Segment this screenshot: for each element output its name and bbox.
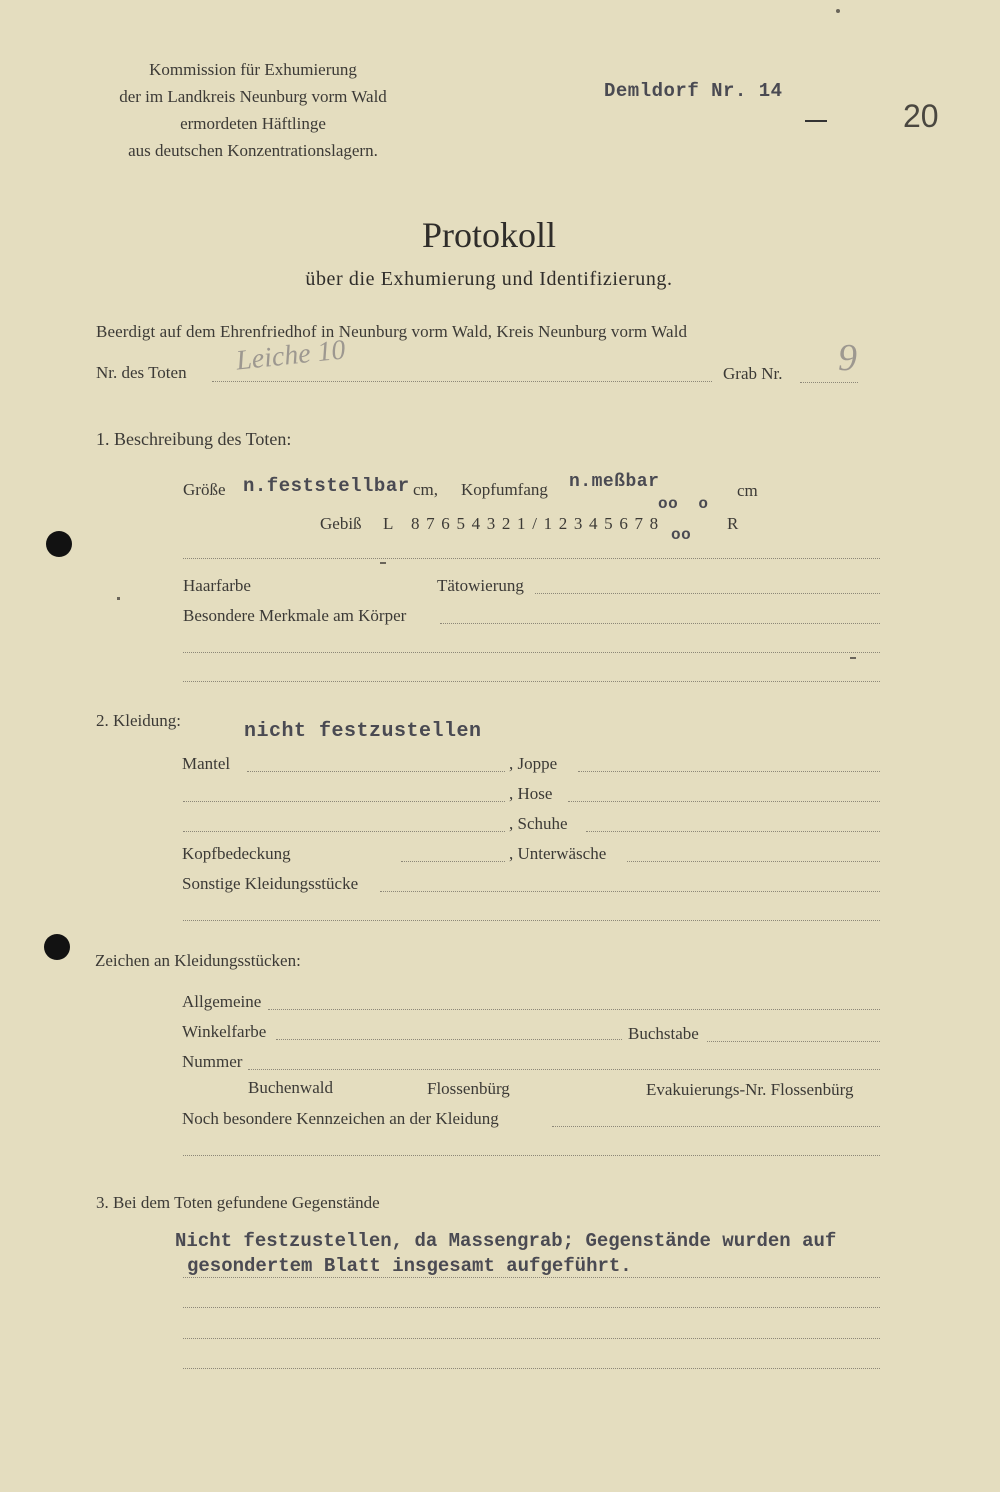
buchenwald-label: Buchenwald (248, 1078, 333, 1097)
grave-number-handwritten: 9 (838, 337, 857, 379)
commission-line: aus deutschen Konzentrationslagern. (128, 141, 378, 160)
commission-line: der im Landkreis Neunburg vorm Wald (119, 87, 387, 106)
clothing-typed: nicht festzustellen (244, 720, 482, 743)
height-value-typed: n.feststellbar (243, 475, 410, 497)
head-circumference-unit: cm (737, 481, 758, 500)
punch-hole-top (46, 531, 72, 557)
coat-label: Mantel (182, 754, 231, 773)
grave-number-label: Grab Nr. (723, 364, 783, 383)
jacket-label: , Joppe (509, 754, 558, 773)
stamp-residue (805, 120, 827, 122)
headwear-label: Kopfbedeckung (182, 844, 291, 863)
teeth-numbers: 8 7 6 5 4 3 2 1 / 1 2 3 4 5 6 7 8 (411, 514, 660, 533)
burial-place-line: Beerdigt auf dem Ehrenfriedhof in Neunburg vorm Wald, Kreis Neunburg vorm Wald (96, 322, 688, 341)
dead-number-handwritten: Leiche 10 (234, 334, 347, 377)
clothing-marks-heading: Zeichen an Kleidungsstücken: (95, 951, 301, 970)
height-unit: cm, (413, 480, 439, 499)
number-label: Nummer (182, 1052, 243, 1071)
head-circumference-typed: n.meßbar (569, 472, 660, 492)
height-label: Größe (183, 480, 226, 499)
hair-color-label: Haarfarbe (183, 576, 251, 595)
angle-color-label: Winkelfarbe (182, 1022, 267, 1041)
trousers-label: , Hose (509, 784, 553, 803)
teeth-label: Gebiß (320, 514, 362, 533)
shoes-label: , Schuhe (509, 814, 568, 833)
section-3-heading: 3. Bei dem Toten gefundene Gegenstände (96, 1193, 380, 1212)
letter-label: Buchstabe (628, 1024, 699, 1043)
head-circumference-label: Kopfumfang (461, 480, 548, 499)
teeth-marks-top: oo o (658, 495, 709, 513)
teeth-right-marker: R (727, 514, 739, 533)
found-items-typed-line-1: Nicht festzustellen, da Massengrab; Gegenstände wurden auf (175, 1230, 837, 1252)
found-items-typed-line-2: gesondertem Blatt insgesamt aufgeführt. (187, 1255, 632, 1277)
teeth-left-marker: L (383, 514, 394, 533)
underwear-label: , Unterwäsche (509, 844, 607, 863)
flossenburg-label: Flossenbürg (427, 1079, 510, 1098)
section-1-heading: 1. Beschreibung des Toten: (96, 429, 292, 449)
body-features-label: Besondere Merkmale am Körper (183, 606, 407, 625)
punch-hole-bottom (44, 934, 70, 960)
teeth-marks-bottom: oo (671, 526, 692, 544)
evacuation-number-label: Evakuierungs-Nr. Flossenbürg (646, 1080, 854, 1099)
other-clothing-label: Sonstige Kleidungsstücke (182, 874, 359, 893)
page-number: 20 (903, 98, 939, 134)
commission-line: Kommission für Exhumierung (149, 60, 357, 79)
document-subtitle: über die Exhumierung und Identifizierung. (305, 268, 673, 290)
dead-number-label: Nr. des Toten (96, 363, 187, 382)
tattoo-label: Tätowierung (437, 576, 524, 595)
commission-header (80, 56, 426, 164)
commission-line: ermordeten Häftlinge (180, 114, 326, 133)
reference-typed: Demldorf Nr. 14 (604, 80, 783, 102)
document-title: Protokoll (421, 215, 556, 255)
other-marks-label: Noch besondere Kennzeichen an der Kleidung (182, 1109, 499, 1128)
general-label: Allgemeine (182, 992, 262, 1011)
section-2-heading: 2. Kleidung: (96, 711, 181, 730)
